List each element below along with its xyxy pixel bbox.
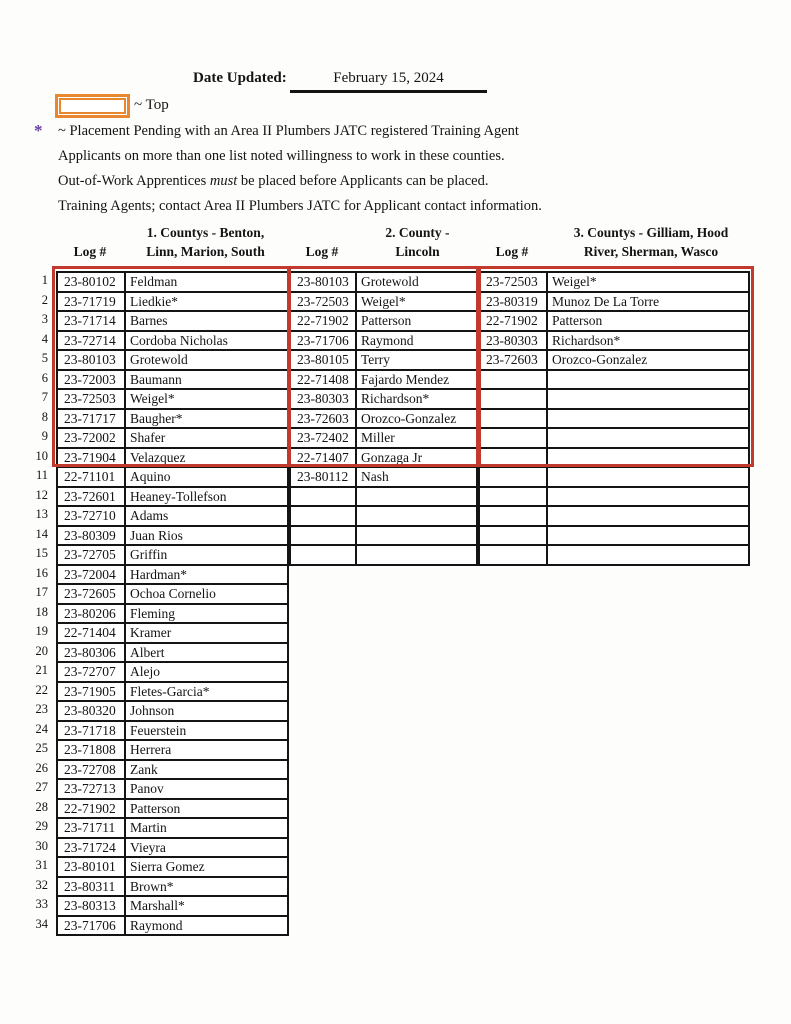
applicant-name-cell: Terry bbox=[357, 351, 478, 371]
row-number: 3 bbox=[41, 312, 48, 326]
table-row bbox=[58, 351, 289, 371]
applicant-name-cell bbox=[548, 449, 750, 469]
table-row bbox=[291, 488, 478, 508]
table-row bbox=[480, 371, 750, 391]
row-number: 10 bbox=[35, 448, 48, 463]
log-number-cell: 23-80306 bbox=[58, 644, 126, 664]
note-out-of-work-pre: Out-of-Work Apprentices bbox=[58, 173, 210, 189]
applicant-name-cell: Orozco-Gonzalez bbox=[548, 351, 750, 371]
log-number-cell: 23-71714 bbox=[58, 312, 126, 332]
table-row bbox=[291, 429, 478, 449]
log-number-cell: 22-71902 bbox=[58, 800, 126, 820]
log-number-cell bbox=[291, 546, 357, 566]
group2-log-header: Log # bbox=[305, 244, 339, 259]
row-number: 19 bbox=[35, 624, 48, 638]
row-number: 12 bbox=[35, 487, 48, 502]
applicant-name-cell: Marshall* bbox=[126, 897, 289, 917]
top-link-label: ~ Top bbox=[134, 97, 169, 113]
applicant-name-cell: Martin bbox=[126, 819, 289, 839]
applicant-name-cell: Gonzaga Jr bbox=[357, 449, 478, 469]
row-number: 16 bbox=[35, 565, 48, 580]
log-number-cell: 23-72714 bbox=[58, 332, 126, 352]
applicant-name-cell: Fajardo Mendez bbox=[357, 371, 478, 391]
county-group-1-table bbox=[56, 271, 289, 936]
applicant-name-cell: Baugher* bbox=[126, 410, 289, 430]
table-row bbox=[58, 917, 289, 937]
log-number-cell bbox=[480, 449, 548, 469]
table-row bbox=[480, 293, 750, 313]
log-number-cell bbox=[480, 507, 548, 527]
log-number-cell: 23-80319 bbox=[480, 293, 548, 313]
table-row bbox=[291, 410, 478, 430]
group2-title-line2: Lincoln bbox=[395, 244, 440, 259]
table-row bbox=[480, 312, 750, 332]
applicant-name-cell: Raymond bbox=[126, 917, 289, 937]
table-row bbox=[480, 351, 750, 371]
group2-title-line1: 2. County - bbox=[385, 225, 450, 240]
row-number: 6 bbox=[41, 370, 48, 385]
table-row bbox=[58, 293, 289, 313]
applicant-name-cell: Hardman* bbox=[126, 566, 289, 586]
log-number-cell: 23-72603 bbox=[480, 351, 548, 371]
log-number-cell: 23-80105 bbox=[291, 351, 357, 371]
table-row bbox=[480, 488, 750, 508]
log-number-cell: 22-71902 bbox=[480, 312, 548, 332]
log-number-cell: 23-71718 bbox=[58, 722, 126, 742]
log-number-cell: 23-80101 bbox=[58, 858, 126, 878]
table-row bbox=[480, 429, 750, 449]
row-number: 2 bbox=[41, 292, 48, 307]
log-number-cell: 23-72605 bbox=[58, 585, 126, 605]
applicant-name-cell: Nash bbox=[357, 468, 478, 488]
table-row bbox=[58, 546, 289, 566]
table-row bbox=[58, 644, 289, 664]
applicant-name-cell: Juan Rios bbox=[126, 527, 289, 547]
log-number-cell: 23-71808 bbox=[58, 741, 126, 761]
table-row bbox=[58, 429, 289, 449]
log-number-cell bbox=[480, 546, 548, 566]
table-row bbox=[58, 761, 289, 781]
applicant-name-cell: Patterson bbox=[126, 800, 289, 820]
row-number: 21 bbox=[35, 663, 48, 677]
table-row bbox=[58, 722, 289, 742]
log-number-cell bbox=[480, 429, 548, 449]
log-number-cell: 23-72713 bbox=[58, 780, 126, 800]
applicant-name-cell: Richardson* bbox=[548, 332, 750, 352]
table-row bbox=[58, 332, 289, 352]
date-updated-value: February 15, 2024 bbox=[333, 70, 444, 86]
table-row bbox=[58, 585, 289, 605]
table-row bbox=[58, 780, 289, 800]
row-number: 32 bbox=[35, 877, 48, 892]
table-row bbox=[58, 858, 289, 878]
table-row bbox=[58, 819, 289, 839]
group3-log-header: Log # bbox=[495, 244, 529, 259]
row-number: 18 bbox=[35, 604, 48, 619]
log-number-cell: 22-71902 bbox=[291, 312, 357, 332]
log-number-cell: 23-80103 bbox=[291, 273, 357, 293]
row-number: 5 bbox=[41, 351, 48, 365]
table-row bbox=[58, 624, 289, 644]
log-number-cell bbox=[480, 527, 548, 547]
log-number-cell bbox=[480, 390, 548, 410]
log-number-cell: 23-72402 bbox=[291, 429, 357, 449]
log-number-cell: 23-71904 bbox=[58, 449, 126, 469]
log-number-cell: 22-71407 bbox=[291, 449, 357, 469]
row-number: 8 bbox=[41, 409, 48, 424]
applicant-name-cell: Herrera bbox=[126, 741, 289, 761]
table-row bbox=[58, 527, 289, 547]
table-row bbox=[480, 507, 750, 527]
log-number-cell bbox=[291, 507, 357, 527]
row-number: 26 bbox=[35, 760, 48, 775]
county-group-3-table bbox=[478, 271, 750, 566]
table-row bbox=[58, 605, 289, 625]
applicant-name-cell: Raymond bbox=[357, 332, 478, 352]
applicant-name-cell: Vieyra bbox=[126, 839, 289, 859]
applicant-name-cell bbox=[357, 507, 478, 527]
applicant-name-cell: Griffin bbox=[126, 546, 289, 566]
applicant-name-cell: Fletes-Garcia* bbox=[126, 683, 289, 703]
applicant-name-cell: Patterson bbox=[548, 312, 750, 332]
applicant-name-cell: Shafer bbox=[126, 429, 289, 449]
log-number-cell: 23-72601 bbox=[58, 488, 126, 508]
table-row bbox=[480, 273, 750, 293]
log-number-cell: 23-80206 bbox=[58, 605, 126, 625]
log-number-cell: 23-80303 bbox=[480, 332, 548, 352]
table-row bbox=[291, 332, 478, 352]
applicant-name-cell: Sierra Gomez bbox=[126, 858, 289, 878]
applicant-name-cell: Feuerstein bbox=[126, 722, 289, 742]
applicant-name-cell: Barnes bbox=[126, 312, 289, 332]
applicant-name-cell: Weigel* bbox=[126, 390, 289, 410]
row-number: 22 bbox=[35, 682, 48, 697]
log-number-cell: 23-80313 bbox=[58, 897, 126, 917]
row-number: 20 bbox=[35, 643, 48, 658]
table-row bbox=[480, 527, 750, 547]
table-row bbox=[58, 897, 289, 917]
applicant-name-cell: Aquino bbox=[126, 468, 289, 488]
log-number-cell bbox=[480, 488, 548, 508]
note-out-of-work-must: must bbox=[209, 173, 238, 189]
note-placement-pending: ~ Placement Pending with an Area II Plumbers JATC registered Training Agent bbox=[58, 123, 519, 139]
row-number: 31 bbox=[35, 858, 48, 872]
log-number-cell: 22-71408 bbox=[291, 371, 357, 391]
log-number-cell: 23-72503 bbox=[58, 390, 126, 410]
table-row bbox=[480, 410, 750, 430]
group1-log-header: Log # bbox=[73, 244, 107, 259]
table-row bbox=[480, 468, 750, 488]
log-number-cell: 23-71706 bbox=[58, 917, 126, 937]
log-number-cell: 23-80103 bbox=[58, 351, 126, 371]
row-number: 24 bbox=[35, 721, 48, 736]
log-number-cell: 23-72710 bbox=[58, 507, 126, 527]
log-number-cell: 23-72003 bbox=[58, 371, 126, 391]
row-number: 27 bbox=[35, 780, 48, 794]
row-number: 14 bbox=[35, 526, 48, 541]
applicant-name-cell: Grotewold bbox=[357, 273, 478, 293]
row-number: 9 bbox=[41, 429, 48, 443]
group3-title-line1: 3. Countys - Gilliam, Hood bbox=[573, 225, 729, 240]
log-number-cell: 23-72004 bbox=[58, 566, 126, 586]
row-number: 33 bbox=[35, 897, 48, 911]
table-row bbox=[291, 351, 478, 371]
row-number: 1 bbox=[41, 273, 48, 287]
row-number: 29 bbox=[35, 819, 48, 833]
row-number-gutter bbox=[0, 271, 48, 934]
log-number-cell: 23-80102 bbox=[58, 273, 126, 293]
table-row bbox=[291, 273, 478, 293]
applicant-name-cell: Brown* bbox=[126, 878, 289, 898]
log-number-cell: 23-80303 bbox=[291, 390, 357, 410]
log-number-cell: 23-80311 bbox=[58, 878, 126, 898]
table-row bbox=[480, 390, 750, 410]
table-row bbox=[58, 312, 289, 332]
table-row bbox=[58, 273, 289, 293]
table-row bbox=[480, 449, 750, 469]
log-number-cell: 23-72503 bbox=[291, 293, 357, 313]
table-row bbox=[291, 468, 478, 488]
applicant-name-cell bbox=[548, 527, 750, 547]
applicant-name-cell: Weigel* bbox=[548, 273, 750, 293]
log-number-cell: 23-71706 bbox=[291, 332, 357, 352]
applicant-name-cell: Albert bbox=[126, 644, 289, 664]
log-number-cell: 23-71711 bbox=[58, 819, 126, 839]
applicant-name-cell: Ochoa Cornelio bbox=[126, 585, 289, 605]
row-number: 28 bbox=[35, 799, 48, 814]
log-number-cell: 22-71101 bbox=[58, 468, 126, 488]
applicant-name-cell: Richardson* bbox=[357, 390, 478, 410]
table-row bbox=[291, 390, 478, 410]
table-row bbox=[58, 878, 289, 898]
applicant-name-cell bbox=[548, 488, 750, 508]
applicant-name-cell bbox=[357, 546, 478, 566]
log-number-cell: 23-71905 bbox=[58, 683, 126, 703]
log-number-cell bbox=[291, 527, 357, 547]
note-training-agents: Training Agents; contact Area II Plumbers JATC for Applicant contact information. bbox=[58, 198, 542, 214]
date-updated-label: Date Updated: bbox=[193, 70, 287, 86]
note-out-of-work-post: be placed before Applicants can be placed. bbox=[237, 173, 489, 189]
county-group-2-table bbox=[289, 271, 478, 566]
table-row bbox=[480, 332, 750, 352]
row-number: 25 bbox=[35, 741, 48, 755]
table-row bbox=[58, 507, 289, 527]
log-number-cell: 23-80309 bbox=[58, 527, 126, 547]
table-row bbox=[58, 468, 289, 488]
table-row bbox=[58, 741, 289, 761]
group1-title-line2: Linn, Marion, South bbox=[146, 244, 265, 259]
row-number: 15 bbox=[35, 546, 48, 560]
table-row bbox=[291, 293, 478, 313]
applicant-name-cell bbox=[548, 371, 750, 391]
log-number-cell: 22-71404 bbox=[58, 624, 126, 644]
applicant-name-cell: Heaney-Tollefson bbox=[126, 488, 289, 508]
log-number-cell: 23-71719 bbox=[58, 293, 126, 313]
table-row bbox=[291, 546, 478, 566]
log-number-cell: 23-72002 bbox=[58, 429, 126, 449]
applicant-name-cell: Cordoba Nicholas bbox=[126, 332, 289, 352]
table-row bbox=[58, 390, 289, 410]
applicant-name-cell: Patterson bbox=[357, 312, 478, 332]
applicant-name-cell bbox=[548, 390, 750, 410]
table-row bbox=[480, 546, 750, 566]
log-number-cell: 23-72705 bbox=[58, 546, 126, 566]
log-number-cell: 23-72707 bbox=[58, 663, 126, 683]
table-row bbox=[58, 410, 289, 430]
applicant-name-cell: Velazquez bbox=[126, 449, 289, 469]
table-row bbox=[58, 683, 289, 703]
applicant-name-cell: Miller bbox=[357, 429, 478, 449]
applicant-name-cell: Panov bbox=[126, 780, 289, 800]
group1-title-line1: 1. Countys - Benton, bbox=[146, 225, 265, 240]
applicant-name-cell: Baumann bbox=[126, 371, 289, 391]
applicant-name-cell: Feldman bbox=[126, 273, 289, 293]
group3-title-line2: River, Sherman, Wasco bbox=[583, 244, 719, 259]
log-number-cell bbox=[480, 371, 548, 391]
table-row bbox=[58, 449, 289, 469]
log-number-cell: 23-72708 bbox=[58, 761, 126, 781]
table-row bbox=[58, 839, 289, 859]
log-number-cell bbox=[480, 468, 548, 488]
row-number: 34 bbox=[35, 916, 48, 931]
row-number: 4 bbox=[41, 331, 48, 346]
log-number-cell bbox=[291, 488, 357, 508]
table-row bbox=[58, 800, 289, 820]
applicant-name-cell bbox=[548, 468, 750, 488]
table-row bbox=[58, 371, 289, 391]
row-number: 17 bbox=[35, 585, 48, 599]
applicant-name-cell bbox=[548, 546, 750, 566]
footnote-asterisk: * bbox=[34, 121, 43, 140]
applicant-name-cell: Zank bbox=[126, 761, 289, 781]
row-number: 11 bbox=[35, 468, 48, 482]
applicant-name-cell: Grotewold bbox=[126, 351, 289, 371]
applicant-name-cell: Adams bbox=[126, 507, 289, 527]
log-number-cell: 23-80112 bbox=[291, 468, 357, 488]
applicant-name-cell bbox=[548, 410, 750, 430]
row-number: 30 bbox=[35, 838, 48, 853]
applicant-name-cell: Alejo bbox=[126, 663, 289, 683]
table-row bbox=[291, 449, 478, 469]
log-number-cell: 23-72603 bbox=[291, 410, 357, 430]
table-row bbox=[58, 702, 289, 722]
log-number-cell bbox=[480, 410, 548, 430]
table-row bbox=[58, 488, 289, 508]
applicant-name-cell: Fleming bbox=[126, 605, 289, 625]
table-row bbox=[291, 507, 478, 527]
applicant-name-cell: Munoz De La Torre bbox=[548, 293, 750, 313]
applicant-name-cell: Johnson bbox=[126, 702, 289, 722]
date-underline bbox=[290, 90, 487, 93]
applicant-name-cell: Orozco-Gonzalez bbox=[357, 410, 478, 430]
log-number-cell: 23-71724 bbox=[58, 839, 126, 859]
log-number-cell: 23-72503 bbox=[480, 273, 548, 293]
top-link-box[interactable] bbox=[55, 94, 130, 118]
applicant-name-cell: Liedkie* bbox=[126, 293, 289, 313]
row-number: 23 bbox=[35, 702, 48, 716]
table-row bbox=[58, 566, 289, 586]
row-number: 13 bbox=[35, 507, 48, 521]
log-number-cell: 23-80320 bbox=[58, 702, 126, 722]
applicant-name-cell bbox=[357, 527, 478, 547]
note-applicants: Applicants on more than one list noted willingness to work in these counties. bbox=[58, 148, 505, 164]
applicant-name-cell bbox=[357, 488, 478, 508]
table-row bbox=[58, 663, 289, 683]
table-row bbox=[291, 371, 478, 391]
table-row bbox=[291, 312, 478, 332]
log-number-cell: 23-71717 bbox=[58, 410, 126, 430]
note-out-of-work bbox=[58, 173, 488, 190]
table-row bbox=[291, 527, 478, 547]
applicant-name-cell bbox=[548, 507, 750, 527]
applicant-name-cell: Kramer bbox=[126, 624, 289, 644]
row-number: 7 bbox=[41, 390, 48, 404]
applicant-name-cell bbox=[548, 429, 750, 449]
applicant-name-cell: Weigel* bbox=[357, 293, 478, 313]
